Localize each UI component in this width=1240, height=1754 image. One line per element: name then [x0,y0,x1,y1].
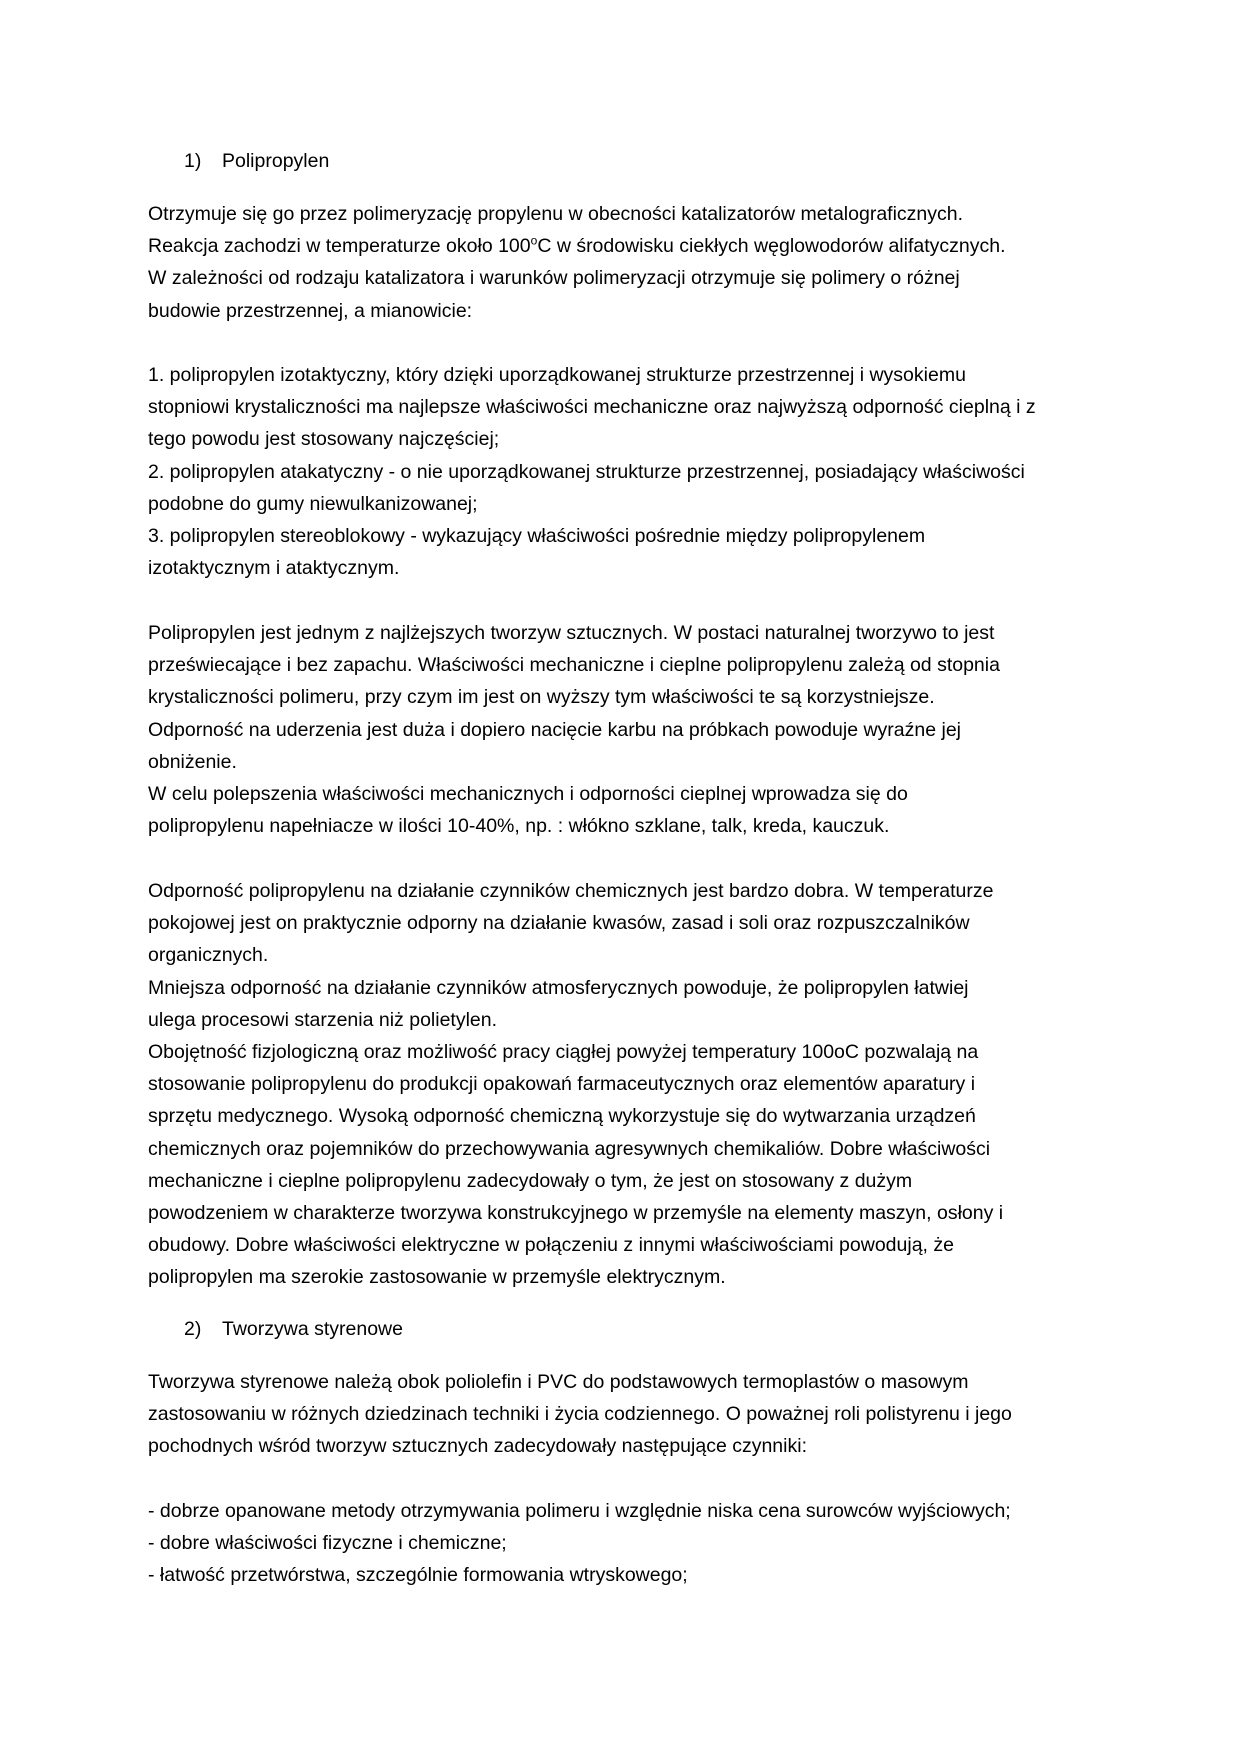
text-line: Odporność na uderzenia jest duża i dopiero nacięcie karbu na próbkach powoduje wyraźne jej [148,718,962,741]
text-line: Polipropylen jest jednym z najlżejszych tworzyw sztucznych. W postaci naturalnej tworzywo to jest [148,622,995,644]
degree-superscript: o [530,233,538,248]
text-line: W celu polepszenia właściwości mechanicznych i odporności cieplnej wprowadza się do [148,782,908,805]
list-item: - łatwość przetwórstwa, szczególnie formowania wtryskowego; [148,1564,688,1587]
section-number: 2) [184,1318,202,1340]
text-line: przeświecające i bez zapachu. Właściwości mechaniczne i cieplne polipropylenu zależą od stopnia [148,654,1000,677]
section-title: Tworzywa styrenowe [222,1318,403,1340]
list-item: izotaktycznym i ataktycznym. [148,557,400,580]
polypropylene-types-list [148,359,1108,584]
text-line: Tworzywa styrenowe należą obok poliolefin i PVC do podstawowych termoplastów o masowym [148,1371,969,1393]
list-item: tego powodu jest stosowany najczęściej; [148,428,500,451]
paragraph-chemical-resistance [148,875,1108,1293]
text-line: zastosowaniu w różnych dziedzinach techniki i życia codziennego. O poważnej roli polistyrenu i jego [148,1403,1012,1426]
section-number: 1) [184,150,202,172]
list-item: 1. polipropylen izotaktyczny, który dzięki uporządkowanej strukturze przestrzennej i wysokiemu [148,364,966,386]
text-line: stosowanie polipropylenu do produkcji opakowań farmaceutycznych oraz elementów aparatury i [148,1073,976,1096]
text-line: polipropylen ma szerokie zastosowanie w przemyśle elektrycznym. [148,1266,726,1289]
text-line: Odporność polipropylenu na działanie czynników chemicznych jest bardzo dobra. W temperaturze [148,880,994,902]
list-item: 3. polipropylen stereoblokowy - wykazujący właściwości pośrednie między polipropylenem [148,524,926,547]
text-line: obniżenie. [148,750,237,773]
styrene-factors-list [148,1495,1108,1592]
paragraph-intro [148,198,1108,327]
section-title: Polipropylen [222,150,330,172]
text-line-temperature: Reakcja zachodzi w temperaturze około 100$^o$C w środowisku ciekłych węglowodorów alifatycznych. [148,233,1006,258]
text-line: Otrzymuje się go przez polimeryzację propylenu w obecności katalizatorów metalograficznych. [148,203,964,225]
list-item: 2. polipropylen atakatyczny - o nie uporządkowanej strukturze przestrzennej, posiadający właściwości [148,460,1025,483]
text-line: ulega procesowi starzenia niż polietylen. [148,1008,498,1031]
text-line: Obojętność fizjologiczną oraz możliwość pracy ciągłej powyżej temperatury 100oC pozwalają na [148,1040,979,1063]
list-item: podobne do gumy niewulkanizowanej; [148,492,478,515]
text-line: pokojowej jest on praktycznie odporny na działanie kwasów, zasad i soli oraz rozpuszczalników [148,912,970,935]
text-line: polipropylenu napełniacze w ilości 10-40%, np. : włókno szklane, talk, kreda, kauczuk. [148,815,890,838]
list-item: stopniowi krystaliczności ma najlepsze właściwości mechaniczne oraz najwyższą odporność cieplną i z [148,396,1036,419]
paragraph-styrene-intro [148,1366,1108,1463]
text-line: powodzeniem w charakterze tworzywa konstrukcyjnego w przemyśle na elementy maszyn, osłony i [148,1201,1004,1224]
text-line: Mniejsza odporność na działanie czynników atmosferycznych powoduje, że polipropylen łatwiej [148,976,969,999]
text-line: organicznych. [148,944,269,967]
text-line: pochodnych wśród tworzyw sztucznych zadecydowały następujące czynniki: [148,1435,807,1458]
section-heading-tworzywa-styrenowe [184,1313,403,1345]
section-heading-polipropylen [184,145,329,177]
text-line: krystaliczności polimeru, przy czym im jest on wyższy tym właściwości te są korzystniejsze. [148,686,935,709]
text-line: mechaniczne i cieplne polipropylenu zadecydowały o tym, że jest on stosowany z dużym [148,1169,913,1192]
paragraph-properties [148,617,1108,842]
text-line: sprzętu medycznego. Wysoką odporność chemiczną wykorzystuje się do wytwarzania urządzeń [148,1105,976,1128]
text-line: budowie przestrzennej, a mianowicie: [148,299,473,322]
text-line: obudowy. Dobre właściwości elektryczne w połączeniu z innymi właściwościami powodują, że [148,1234,954,1257]
list-item: - dobrze opanowane metody otrzymywania polimeru i względnie niska cena surowców wyjściowych; [148,1500,1011,1522]
list-item: - dobre właściwości fizyczne i chemiczne; [148,1532,507,1555]
text-line: W zależności od rodzaju katalizatora i warunków polimeryzacji otrzymuje się polimery o różnej [148,267,960,290]
text-line: chemicznych oraz pojemników do przechowywania agresywnych chemikaliów. Dobre właściwości [148,1137,991,1160]
